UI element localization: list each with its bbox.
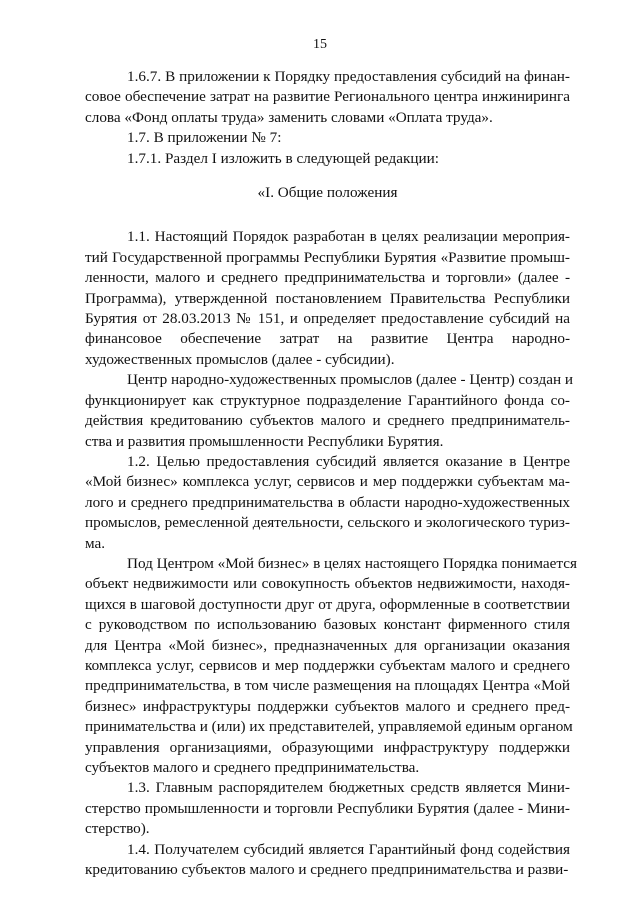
section-title: «I. Общие положения [257, 184, 398, 202]
text-line: Бурятия от 28.03.2013 № 151, и определяет предоставление субсидий на [85, 310, 570, 328]
text-line: промыслов, ремесленной деятельности, сельского и экологического туриз- [85, 514, 570, 532]
text-line: принимательства и (или) их представителей, управляемой единым органом [85, 718, 573, 736]
text-line: для Центра «Мой бизнес», предназначенных для организации оказания [85, 636, 570, 654]
paragraph-center-description [85, 370, 574, 452]
text-line: «Мой бизнес» комплекса услуг, сервисов и мер поддержки субъектам ма- [85, 473, 570, 491]
paragraph-1-1 [85, 227, 570, 370]
paragraph-1-4 [85, 840, 570, 881]
text-line: слова «Фонд оплаты труда» заменить словами «Оплата труда». [85, 108, 493, 126]
text-line: стерство промышленности и торговли Республики Бурятия (далее - Мини- [85, 799, 570, 817]
document-body [85, 67, 577, 880]
text-line: ленности, малого и среднего предпринимательства и торговли» (далее - [85, 269, 570, 287]
paragraph-1-7-1 [85, 149, 570, 169]
text-line: действия кредитованию субъектов малого и среднего предприниматель- [85, 412, 570, 430]
text-line: управления организациями, образующими инфраструктуру поддержки [85, 738, 570, 756]
text-line: финансовое обеспечение затрат на развитие Центра народно- [85, 330, 570, 348]
paragraph-1-2 [85, 452, 570, 554]
text-line: лого и среднего предпринимательства в области народно-художественных [85, 493, 570, 511]
text-line: художественных промыслов (далее - субсидии). [85, 350, 395, 368]
text-line: 1.1. Настоящий Порядок разработан в целях реализации мероприя- [127, 228, 570, 246]
text-line: Программа), утвержденной постановлением Правительства Республики [85, 289, 570, 307]
text-line: 1.7. В приложении № 7: [127, 129, 282, 147]
paragraph-1-3 [85, 778, 570, 839]
text-line: функционирует как структурное подразделение Гарантийного фонда со- [85, 391, 570, 409]
paragraph-1-7 [85, 128, 570, 148]
text-line: щихся в шаговой доступности друг от друга, оформленные в соответствии [85, 595, 570, 613]
text-line: объект недвижимости или совокупность объектов недвижимости, находя- [85, 575, 570, 593]
text-line: субъектов малого и среднего предпринимательства. [85, 759, 420, 776]
text-line: комплекса услуг, сервисов и мер поддержки субъектам малого и среднего [85, 656, 570, 674]
text-line: предпринимательства, в том числе размещения на площадях Центра «Мой [85, 677, 570, 695]
text-line: 1.4. Получателем субсидий является Гарантийный фонд содействия [127, 840, 570, 858]
text-line: Центр народно-художественных промыслов (далее - Центр) создан и [127, 371, 574, 389]
text-line: 1.7.1. Раздел I изложить в следующей редакции: [127, 149, 439, 167]
page-number: 15 [313, 37, 327, 52]
text-line: ма. [85, 534, 106, 552]
text-line: совое обеспечение затрат на развитие Регионального центра инжиниринга [85, 88, 570, 106]
text-line: кредитованию субъектов малого и среднего предпринимательства и разви- [85, 861, 569, 879]
text-line: бизнес» инфраструктуры поддержки субъектов малого и среднего пред- [85, 697, 570, 715]
text-line: ства и развития промышленности Республики Бурятия. [85, 432, 444, 450]
paragraph-moi-biznes-definition [85, 554, 577, 778]
text-line: 1.3. Главным распорядителем бюджетных средств является Мини- [127, 779, 570, 797]
text-line: тий Государственной программы Республики Бурятия «Развитие промыш- [85, 248, 570, 266]
text-line: 1.6.7. В приложении к Порядку предоставления субсидий на финан- [127, 68, 570, 85]
text-line: с руководством по использованию базовых констант фирменного стиля [85, 616, 570, 634]
text-line: стерство). [85, 820, 150, 838]
paragraph-1-6-7 [85, 67, 570, 128]
text-line: 1.2. Целью предоставления субсидий является оказание в Центре [127, 452, 570, 470]
text-line: Под Центром «Мой бизнес» в целях настоящего Порядка понимается [127, 554, 577, 572]
